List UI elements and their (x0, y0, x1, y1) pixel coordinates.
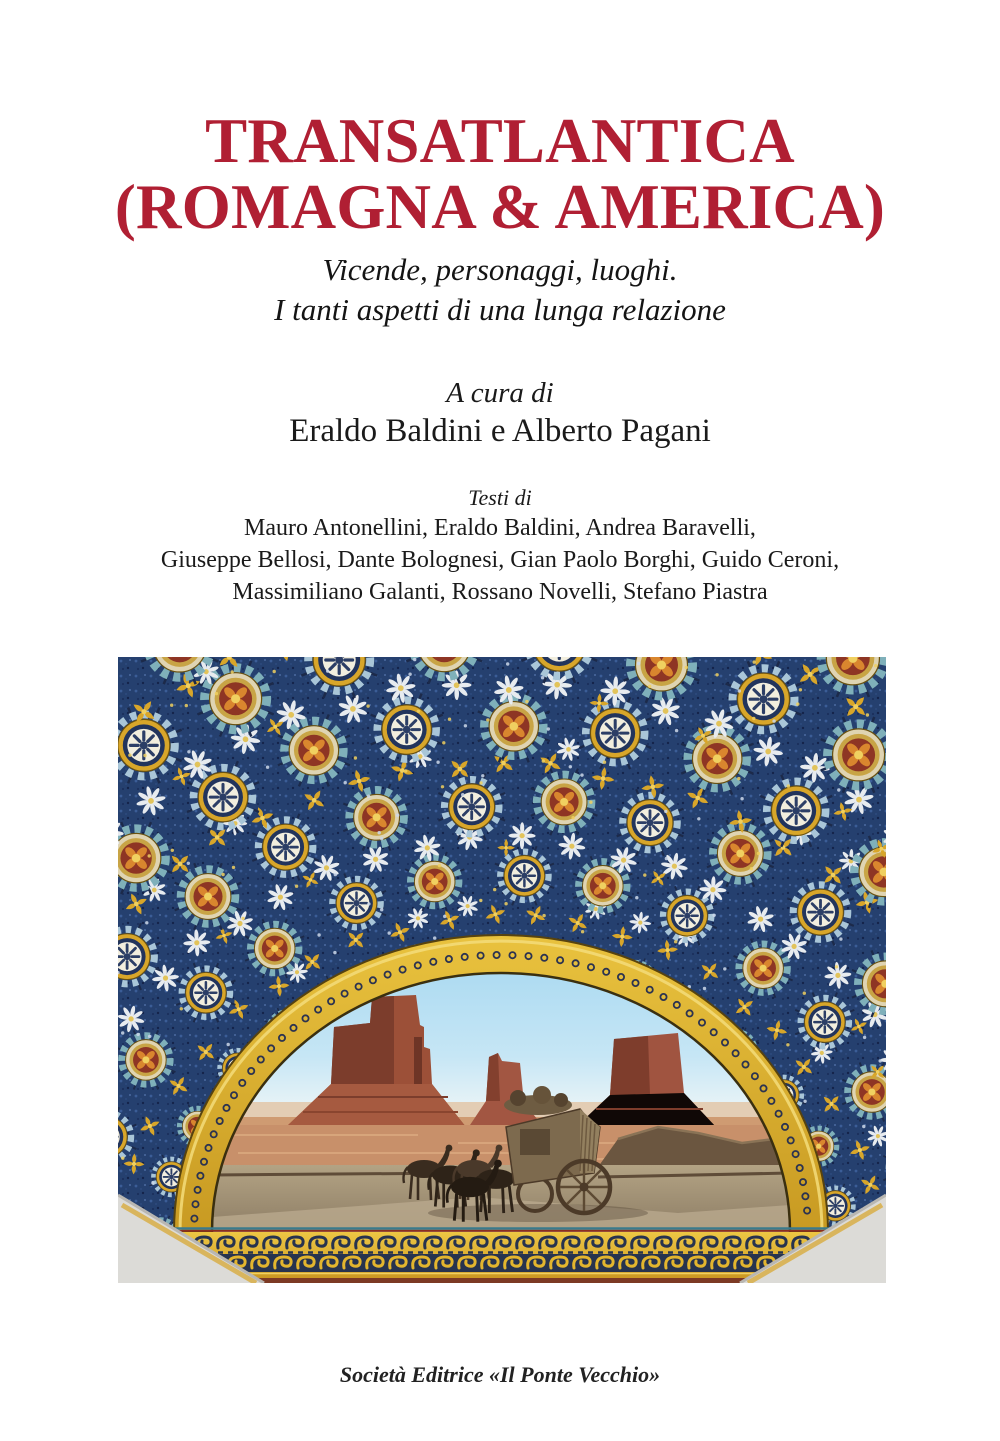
contributors-line-1: Mauro Antonellini, Eraldo Baldini, Andrea Baravelli, (244, 515, 756, 541)
editors-label: A cura di (446, 377, 554, 409)
editors-block (0, 376, 1000, 452)
editors-names: Eraldo Baldini e Alberto Pagani (289, 413, 711, 449)
publisher: Società Editrice «Il Ponte Vecchio» (339, 1362, 661, 1387)
contributors-line-2: Giuseppe Bellosi, Dante Bolognesi, Gian Paolo Borghi, Guido Ceroni, (160, 547, 840, 573)
contributors-block (0, 484, 1000, 608)
contributors-label: Testi di (468, 485, 532, 510)
title-block (0, 108, 1000, 240)
contributors-line-3: Massimiliano Galanti, Rossano Novelli, Stefano Piastra (232, 579, 768, 605)
subtitle-block (0, 250, 1000, 330)
subtitle-line-1: Vicende, personaggi, luoghi. (322, 252, 678, 287)
cover-artwork (118, 657, 886, 1283)
title-line-1: TRANSATLANTICA (205, 106, 795, 176)
subtitle-line-2: I tanti aspetti di una lunga relazione (274, 292, 726, 327)
title-line-2: (ROMAGNA & AMERICA) (114, 172, 886, 242)
mosaic-artwork (118, 657, 886, 1283)
